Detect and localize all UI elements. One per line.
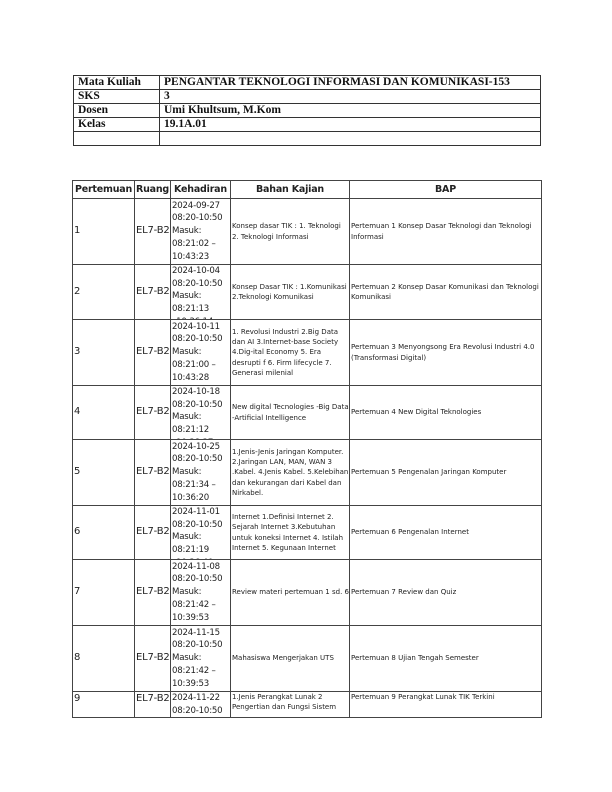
cell-ruang-text: EL7-B2	[136, 693, 170, 704]
cell-kehadiran-text: 2024-10-18 08:20-10:50 Masuk: 08:21:12	[172, 387, 223, 436]
cell-ruang-text: EL7-B2	[136, 285, 170, 297]
cell-ruang-text: EL7-B2	[136, 346, 170, 358]
cell-bap-text: Pertemuan 6 Pengenalan Internet	[351, 528, 469, 537]
cell-bap-text: Pertemuan 4 New Digital Teknologies	[351, 408, 482, 417]
cell-pertemuan-text: 8	[74, 652, 81, 664]
cell-bap-text: Pertemuan 7 Review dan Quiz	[351, 588, 457, 597]
table-row	[73, 560, 542, 626]
table-row	[73, 199, 542, 265]
info-row	[74, 90, 541, 104]
cell-bap	[350, 320, 542, 386]
cell-pertemuan-text: 9	[74, 693, 81, 704]
cell-pertemuan	[73, 440, 135, 506]
table-header-row	[73, 181, 542, 199]
cell-bap-text: Pertemuan 1 Konsep Dasar Teknologi dan Teknologi Informasi	[351, 222, 532, 241]
cell-ruang-text: EL7-B2	[136, 406, 170, 418]
cell-bahan-kajian-text: New digital Tecnologies -Big Data -Artificial Intelligence	[232, 403, 349, 422]
cell-kehadiran	[171, 386, 231, 440]
cell-bap	[350, 386, 542, 440]
cell-bahan-kajian	[231, 506, 350, 560]
cell-kehadiran	[171, 560, 231, 626]
cell-bahan-kajian	[231, 440, 350, 506]
cell-ruang-text: EL7-B2	[136, 225, 170, 237]
cell-bap-text: Pertemuan 8 Ujian Tengah Semester	[351, 654, 479, 663]
cell-bahan-kajian-text: Internet 1.Definisi Internet 2. Sejarah Internet 3.Kebutuhan untuk koneksi Internet 4. Istilah Internet 5. Kegunaan Internet	[232, 513, 344, 552]
cell-bap-text: Pertemuan 2 Konsep Dasar Komunikasi dan Teknologi Komunikasi	[351, 282, 539, 301]
cell-kehadiran-text: 2024-11-01 08:20-10:50 Masuk: 08:21:19	[172, 507, 223, 556]
cell-bahan-kajian	[231, 199, 350, 265]
cell-bap	[350, 692, 542, 718]
cell-bap-text: Pertemuan 9 Perangkat Lunak TIK Terkini	[351, 693, 495, 701]
cell-pertemuan-text: 7	[74, 586, 81, 598]
cell-bahan-kajian	[231, 320, 350, 386]
table-row	[73, 506, 542, 560]
table-row	[73, 265, 542, 320]
cell-bap	[350, 626, 542, 692]
cell-kehadiran	[171, 320, 231, 386]
cell-pertemuan-text: 1	[74, 225, 81, 237]
cell-kehadiran	[171, 692, 231, 718]
info-value: Umi Khultsum, M.Kom	[160, 104, 541, 118]
cell-bahan-kajian	[231, 265, 350, 320]
cell-kehadiran-text: 2024-10-11 08:20-10:50 Masuk: 08:21:00 – 10:43:28	[172, 321, 223, 383]
cell-pertemuan	[73, 320, 135, 386]
cell-kehadiran	[171, 626, 231, 692]
cell-ruang	[135, 386, 171, 440]
cell-ruang	[135, 265, 171, 320]
cell-bahan-kajian-text: Konsep Dasar TIK : 1.Komunikasi 2.Teknologi Komunikasi	[232, 282, 347, 301]
cell-pertemuan	[73, 560, 135, 626]
cell-ruang	[135, 626, 171, 692]
cell-ruang	[135, 199, 171, 265]
cell-ruang-text: EL7-B2	[136, 526, 170, 538]
header-bap: BAP	[350, 181, 542, 199]
header-ruang: Ruang	[135, 181, 171, 199]
cell-pertemuan-text: 2	[74, 285, 81, 297]
info-row	[74, 118, 541, 132]
info-row	[74, 132, 541, 146]
cell-pertemuan-text: 6	[74, 526, 81, 538]
course-info-table	[73, 75, 541, 146]
cell-bahan-kajian-text: 1.Jenis-Jenis Jaringan Komputer. 2.Jaringan LAN, MAN, WAN 3 .Kabel. 4.Jenis Kabel. 5.Kelebihan dan kekurangan dari Kabel dan Nirkabel.	[232, 448, 349, 497]
cell-kehadiran-text: 2024-10-25 08:20-10:50 Masuk: 08:21:34 – 10:36:20	[172, 441, 223, 503]
cell-bap-text: Pertemuan 5 Pengenalan Jaringan Komputer	[351, 468, 507, 477]
info-row	[74, 76, 541, 90]
info-label	[74, 132, 160, 146]
table-row	[73, 386, 542, 440]
cell-kehadiran-text: 2024-09-27 08:20-10:50 Masuk: 08:21:02 – 10:43:23	[172, 200, 223, 262]
cell-kehadiran	[171, 506, 231, 560]
cell-pertemuan-text: 5	[74, 466, 81, 478]
cell-ruang	[135, 506, 171, 560]
cell-ruang	[135, 440, 171, 506]
cell-bap	[350, 265, 542, 320]
cell-kehadiran	[171, 440, 231, 506]
info-label: SKS	[74, 90, 160, 104]
info-value: 19.1A.01	[160, 118, 541, 132]
cell-kehadiran-text: 2024-10-04 08:20-10:50 Masuk: 08:21:13	[172, 266, 223, 315]
header-bahan-kajian: Bahan Kajian	[231, 181, 350, 199]
cell-bahan-kajian	[231, 692, 350, 718]
table-row	[73, 626, 542, 692]
cell-kehadiran	[171, 265, 231, 320]
cell-pertemuan	[73, 199, 135, 265]
cell-pertemuan	[73, 386, 135, 440]
table-row	[73, 320, 542, 386]
cell-ruang	[135, 560, 171, 626]
cell-bahan-kajian-text: 1.Jenis Perangkat Lunak 2 Pengertian dan Fungsi Sistem	[232, 693, 337, 712]
info-value: PENGANTAR TEKNOLOGI INFORMASI DAN KOMUNIKASI-153	[160, 76, 541, 90]
info-label: Mata Kuliah	[74, 76, 160, 90]
table-row	[73, 692, 542, 718]
info-row	[74, 104, 541, 118]
info-value: 3	[160, 90, 541, 104]
cell-kehadiran	[171, 199, 231, 265]
cell-ruang-text: EL7-B2	[136, 652, 170, 664]
cell-kehadiran-text: 2024-11-08 08:20-10:50 Masuk: 08:21:42 – 10:39:53	[172, 561, 223, 623]
cell-pertemuan	[73, 692, 135, 718]
cell-pertemuan	[73, 626, 135, 692]
cell-kehadiran-text: 2024-11-15 08:20-10:50 Masuk: 08:21:42 – 10:39:53	[172, 627, 223, 689]
cell-pertemuan-text: 3	[74, 346, 81, 358]
cell-ruang	[135, 320, 171, 386]
cell-ruang	[135, 692, 171, 718]
cell-ruang-text: EL7-B2	[136, 586, 170, 598]
header-kehadiran: Kehadiran	[171, 181, 231, 199]
attendance-table	[72, 180, 542, 718]
info-label: Dosen	[74, 104, 160, 118]
cell-bahan-kajian-text: Mahasiswa Mengerjakan UTS	[232, 654, 334, 663]
table-row	[73, 440, 542, 506]
info-value	[160, 132, 541, 146]
info-label: Kelas	[74, 118, 160, 132]
cell-bahan-kajian	[231, 386, 350, 440]
header-pertemuan: Pertemuan	[73, 181, 135, 199]
cell-bahan-kajian	[231, 626, 350, 692]
cell-pertemuan-text: 4	[74, 406, 81, 418]
cell-bahan-kajian	[231, 560, 350, 626]
cell-bap	[350, 506, 542, 560]
cell-kehadiran-text: 2024-11-22 08:20-10:50	[172, 693, 223, 716]
cell-bahan-kajian-text: 1. Revolusi Industri 2.Big Data dan AI 3.Internet-base Society 4.Dig-ital Economy 5. Era desrupti f 6. Firm lifecycle 7. Generasi milenial	[232, 328, 339, 377]
cell-bap	[350, 199, 542, 265]
cell-bap-text: Pertemuan 3 Menyongsong Era Revolusi Industri 4.0 (Transformasi Digital)	[351, 343, 535, 362]
cell-bahan-kajian-text: Konsep dasar TIK : 1. Teknologi 2. Teknologi Informasi	[232, 222, 341, 241]
cell-pertemuan	[73, 265, 135, 320]
cell-pertemuan	[73, 506, 135, 560]
cell-bahan-kajian-text: Review materi pertemuan 1 sd. 6	[232, 588, 349, 597]
cell-ruang-text: EL7-B2	[136, 466, 170, 478]
cell-bap	[350, 440, 542, 506]
cell-bap	[350, 560, 542, 626]
